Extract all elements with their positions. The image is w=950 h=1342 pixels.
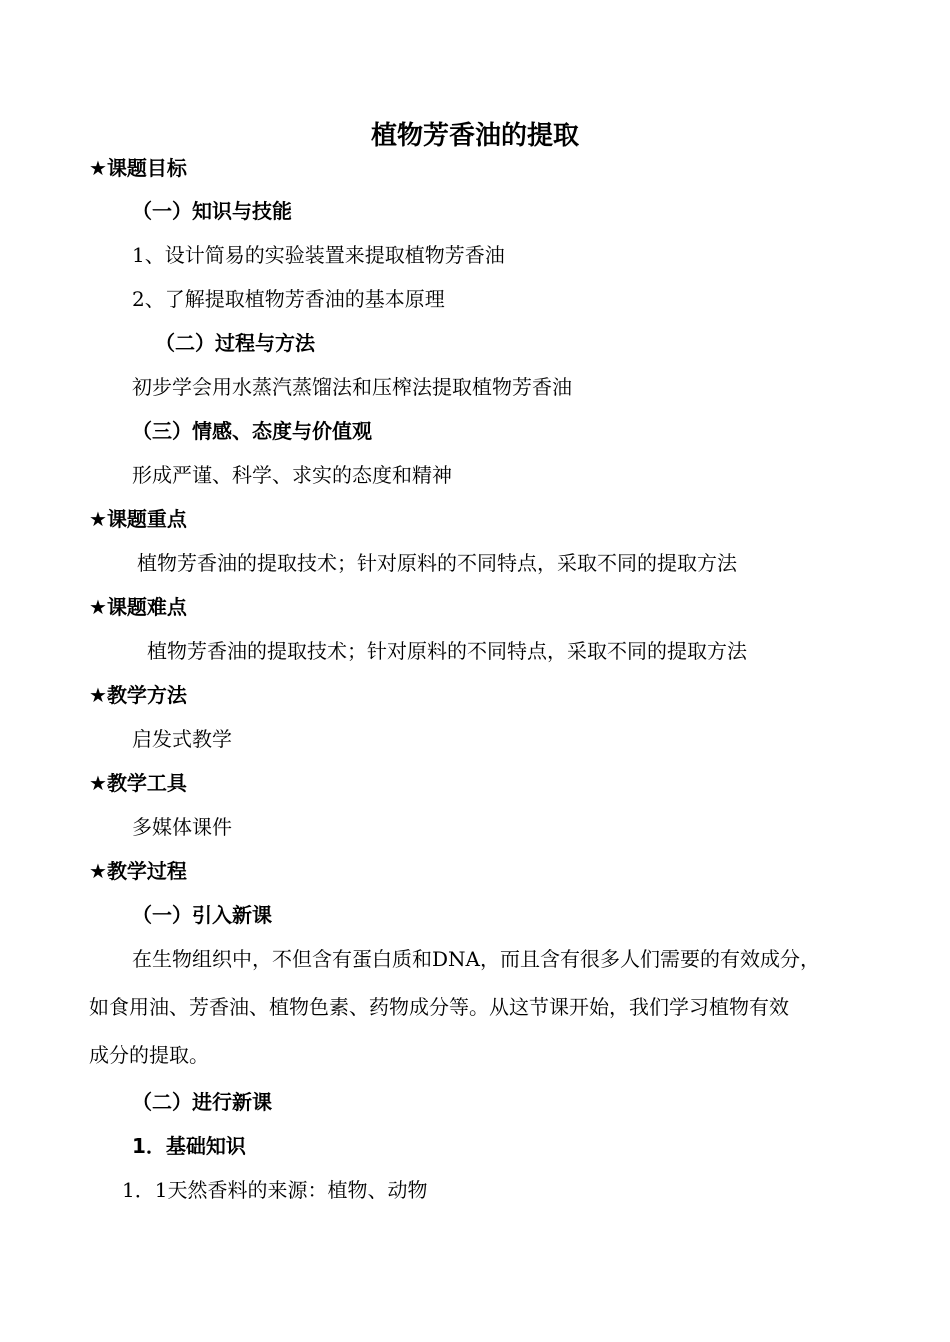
subheading-basics: 1．基础知识 [132, 1134, 246, 1158]
section-heading-label: 课题难点 [106, 595, 187, 619]
section-heading-procedure [89, 859, 187, 883]
section-heading-difficulties [89, 595, 187, 619]
subheading-knowledge: （一）知识与技能 [132, 199, 292, 223]
section-heading-objectives [89, 156, 187, 180]
key-points-text: 植物芳香油的提取技术；针对原料的不同特点，采取不同的提取方法 [137, 551, 737, 575]
intro-paragraph-line-3: 成分的提取。 [89, 1043, 209, 1067]
document-title: 植物芳香油的提取 [370, 121, 579, 151]
section-heading-method [89, 683, 187, 707]
star-icon: ★ [89, 507, 107, 531]
star-icon: ★ [89, 595, 107, 619]
section-heading-label: 课题目标 [106, 156, 187, 180]
section-heading-label: 教学过程 [106, 859, 187, 883]
process-text: 初步学会用水蒸汽蒸馏法和压榨法提取植物芳香油 [132, 375, 572, 399]
tools-text: 多媒体课件 [132, 815, 232, 839]
intro-paragraph-line-2: 如食用油、芳香油、植物色素、药物成分等。从这节课开始，我们学习植物有效 [89, 995, 789, 1019]
section-heading-label: 教学方法 [106, 683, 187, 707]
attitude-text: 形成严谨、科学、求实的态度和精神 [132, 463, 452, 487]
star-icon: ★ [89, 156, 107, 180]
section-heading-tools [89, 771, 187, 795]
section-heading-label: 教学工具 [106, 771, 187, 795]
knowledge-item-2: 2、了解提取植物芳香油的基本原理 [132, 287, 445, 311]
section-heading-label: 课题重点 [106, 507, 187, 531]
subheading-attitude: （三）情感、态度与价值观 [132, 419, 372, 443]
difficulties-text: 植物芳香油的提取技术；针对原料的不同特点，采取不同的提取方法 [147, 639, 747, 663]
subheading-process: （二）过程与方法 [155, 331, 315, 355]
method-text: 启发式教学 [132, 727, 232, 751]
basics-item-1-1: 1．1天然香料的来源：植物、动物 [122, 1178, 428, 1202]
star-icon: ★ [89, 859, 107, 883]
subheading-intro: （一）引入新课 [132, 903, 272, 927]
star-icon: ★ [89, 771, 107, 795]
star-icon: ★ [89, 683, 107, 707]
section-heading-key-points [89, 507, 187, 531]
subheading-new-lesson: （二）进行新课 [132, 1090, 272, 1114]
knowledge-item-1: 1、设计简易的实验装置来提取植物芳香油 [132, 243, 505, 267]
intro-paragraph-line-1: 在生物组织中，不但含有蛋白质和DNA，而且含有很多人们需要的有效成分， [132, 947, 820, 971]
